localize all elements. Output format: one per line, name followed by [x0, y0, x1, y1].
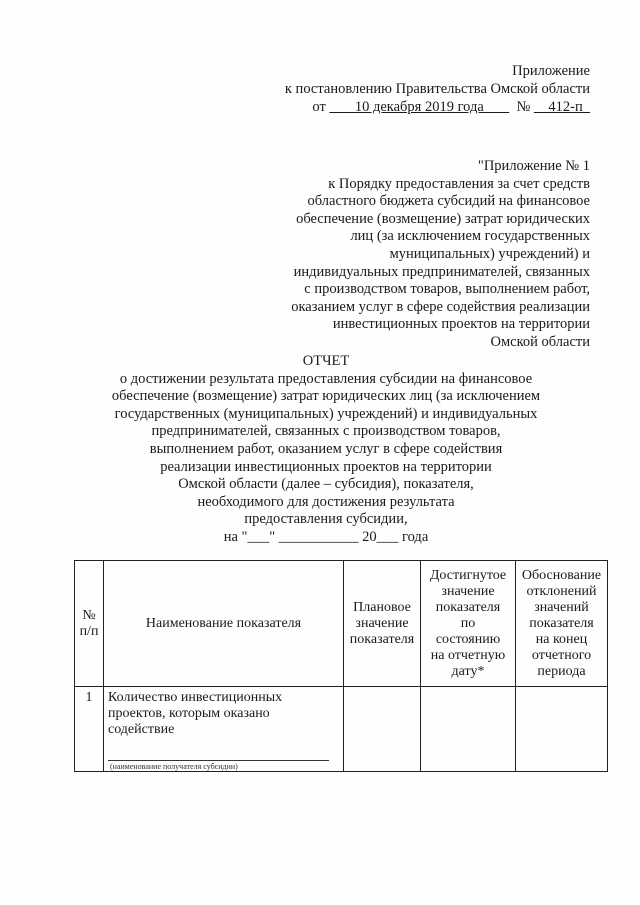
appendix-1-line: муниципальных) учреждений) и — [389, 245, 590, 262]
appendix-date-line — [285, 98, 590, 116]
appendix-resolution: к постановлению Правительства Омской области — [284, 81, 590, 97]
report-date-line: на "___" ___________ 20___ года — [223, 528, 429, 545]
report-line: предоставления субсидии, — [244, 511, 408, 528]
number-value: 412-п — [548, 99, 583, 115]
report-line: о достижении результата предоставления субсидии на финансовое — [119, 370, 533, 387]
report-line: выполнением работ, оказанием услуг в сфере содействия — [149, 440, 503, 457]
appendix-title: Приложение — [512, 63, 590, 79]
report-line: обеспечение (возмещение) затрат юридических лиц (за исключением — [111, 388, 541, 405]
report-title: ОТЧЕТ — [302, 353, 350, 369]
report-line: Омской области (далее – субсидия), показателя, — [178, 476, 474, 493]
report-line: предпринимателей, связанных с производством товаров, — [151, 423, 501, 440]
report-line: государственных (муниципальных) учреждений) и индивидуальных — [114, 405, 538, 422]
row-reason-value — [516, 687, 608, 772]
header-num: № п/п — [75, 561, 104, 687]
appendix-1-line: лиц (за исключением государственных — [350, 228, 590, 245]
appendix-header — [285, 62, 590, 116]
header-name: Наименование показателя — [104, 561, 344, 687]
date-value: 10 декабря 2019 года — [354, 99, 484, 115]
appendix-1-line: "Приложение № 1 — [477, 158, 590, 174]
appendix-1-line: к Порядку предоставления за счет средств — [328, 175, 590, 192]
report-heading — [100, 353, 552, 547]
appendix-1-line: обеспечение (возмещение) затрат юридических — [296, 210, 590, 227]
indicator-name-text: Количество инвестиционных проектов, которым оказано содействие — [108, 690, 283, 737]
date-prefix: от — [312, 99, 326, 115]
appendix-1-line: с производством товаров, выполнением работ, — [304, 281, 590, 298]
recipient-label: (наименование получателя субсидии) — [110, 762, 238, 771]
row-num: 1 — [75, 687, 104, 772]
row-achieved-value — [421, 687, 516, 772]
recipient-underline — [108, 760, 329, 761]
header-reason: Обоснование отклонений значений показателя на конец отчетного периода — [516, 561, 608, 687]
report-line: необходимого для достижения результата — [197, 493, 455, 510]
table-row — [75, 687, 608, 772]
report-table — [74, 560, 608, 772]
appendix-1-line: инвестиционных проектов на территории — [332, 316, 590, 333]
header-achieved: Достигнутое значение показателя по состоянию на отчетную дату* — [421, 561, 516, 687]
number-prefix: № — [516, 99, 531, 115]
header-planned: Плановое значение показателя — [344, 561, 421, 687]
appendix-1-line: областного бюджета субсидий на финансовое — [307, 193, 590, 210]
appendix-1-block — [291, 158, 590, 352]
appendix-1-line: Омской области — [490, 333, 590, 350]
row-indicator-name — [104, 687, 344, 772]
appendix-1-line: индивидуальных предпринимателей, связанных — [293, 263, 590, 280]
row-planned-value — [344, 687, 421, 772]
report-line: реализации инвестиционных проектов на территории — [160, 458, 492, 475]
table-header-row — [75, 561, 608, 687]
appendix-1-line: оказанием услуг в сфере содействия реализации — [291, 298, 590, 315]
